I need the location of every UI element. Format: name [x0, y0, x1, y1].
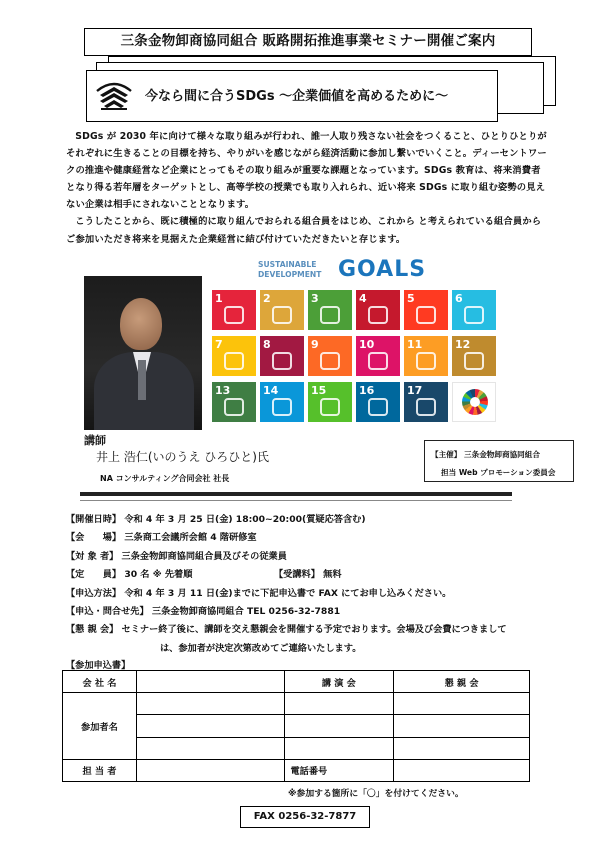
form-label-seminar: 講 演 会: [284, 671, 394, 693]
seminar-attend-field[interactable]: [284, 693, 394, 715]
lecturer-tag: 講師: [84, 434, 106, 447]
form-label-company: 会 社 名: [63, 671, 137, 693]
sdg-goal-tile: [212, 290, 256, 330]
sdg-goal-number: 12: [455, 338, 471, 351]
form-label-contact: 担 当 者: [63, 759, 137, 781]
info-key: 【懇 親 会】: [66, 624, 119, 636]
party-attend-field[interactable]: [394, 737, 530, 759]
sdg-goal-tile: [356, 336, 400, 376]
info-value: セミナー終了後に、講師を交え懇親会を開催する予定でおります。会場及び会費につきまして: [121, 624, 507, 636]
form-label-phone: 電話番号: [284, 759, 394, 781]
sdg-goal-icon: [272, 398, 292, 416]
sdgs-logo-line: DEVELOPMENT: [258, 270, 322, 279]
info-fee: 【受講料】 無料: [274, 569, 342, 581]
sdg-goal-icon: [464, 352, 484, 370]
organizer-line: 【主催】 三条金物卸商協同組合: [431, 450, 540, 459]
phone-field[interactable]: [394, 759, 530, 781]
sdg-goal-tile: [260, 336, 304, 376]
sdg-goal-number: 1: [215, 292, 223, 305]
form-label-party: 懇 親 会: [394, 671, 530, 693]
sdg-goal-number: 13: [215, 384, 231, 397]
participant-name-field[interactable]: [136, 715, 284, 737]
sdg-goal-tile: [404, 336, 448, 376]
sdg-goal-tile: [308, 336, 352, 376]
sdg-goal-icon: [368, 352, 388, 370]
sdg-goal-icon: [224, 398, 244, 416]
sdg-goal-icon: [320, 306, 340, 324]
info-row-target: [66, 548, 556, 566]
sdg-goal-number: 17: [407, 384, 423, 397]
info-value: 三条金物卸商協同組合員及びその従業員: [121, 550, 287, 562]
intro-paragraph: こうしたことから、既に積極的に取り組んでおられる組合員をはじめ、これから と考えられている組合員からご参加いただき将来を見据えた企業経営に結び付けていただきたいと存じます。: [66, 216, 542, 245]
sdg-goal-tile: [404, 290, 448, 330]
sdg-goal-tile: [212, 382, 256, 422]
organizer-line: 担当 Web プロモーション委員会: [441, 468, 556, 477]
sdg-wheel-icon: [462, 389, 488, 415]
sdg-goal-number: 2: [263, 292, 271, 305]
sdg-goal-icon: [416, 306, 436, 324]
event-info: [66, 511, 556, 658]
organizer-box: [424, 440, 574, 482]
sdg-goal-number: 9: [311, 338, 319, 351]
sdg-goal-tile: [260, 290, 304, 330]
sdg-goal-icon: [368, 398, 388, 416]
info-row-venue: [66, 529, 556, 547]
sdg-goal-icon: [464, 306, 484, 324]
subtitle-box: [86, 70, 498, 122]
info-key: 【申込方法】: [66, 587, 122, 599]
info-row-capacity: [66, 566, 556, 584]
info-value: 三条金物卸商協同組合 TEL 0256-32-7881: [151, 606, 341, 618]
info-value: 30 名 ※ 先着順: [124, 569, 193, 581]
divider: [80, 492, 512, 496]
sdg-goal-number: 14: [263, 384, 279, 397]
lecturer-photo: [84, 276, 202, 430]
sdg-goal-tile: [356, 382, 400, 422]
info-value: 三条商工会議所会館 4 階研修室: [124, 532, 257, 544]
form-heading: 【参加申込書】: [66, 660, 131, 671]
sdg-goal-number: 10: [359, 338, 375, 351]
lecturer-name: 井上 浩仁(いのうえ ひろひと)氏: [96, 450, 269, 464]
sdg-goal-icon: [368, 306, 388, 324]
form-label-participants: 参加者名: [63, 693, 137, 760]
seminar-attend-field[interactable]: [284, 737, 394, 759]
sdg-goal-icon: [224, 352, 244, 370]
sdg-goal-tile: [452, 290, 496, 330]
sdg-goal-tile: [308, 290, 352, 330]
sdg-goal-tile: [404, 382, 448, 422]
sdg-goal-tile: [308, 382, 352, 422]
participant-name-field[interactable]: [136, 693, 284, 715]
page-title: 三条金物卸商協同組合 販路開拓推進事業セミナー開催ご案内: [84, 28, 532, 56]
sdg-goal-number: 3: [311, 292, 319, 305]
info-value: 令和 4 年 3 月 11 日(金)までに下記申込書で FAX にてお申し込みください。: [124, 587, 452, 599]
sdg-goal-tile: [260, 382, 304, 422]
sdg-goal-icon: [224, 306, 244, 324]
info-value: 令和 4 年 3 月 25 日(金) 18:00~20:00(質疑応答含む): [124, 514, 366, 525]
sdgs-logo: [258, 258, 458, 284]
sdg-wheel-tile: [452, 382, 496, 422]
sdg-goal-tile: [212, 336, 256, 376]
sdg-goal-tile: [356, 290, 400, 330]
party-attend-field[interactable]: [394, 715, 530, 737]
info-row-date: [66, 511, 556, 529]
sdg-goal-icon: [320, 398, 340, 416]
contact-person-field[interactable]: [136, 759, 284, 781]
info-row-party: [66, 621, 556, 639]
sdg-goal-number: 15: [311, 384, 327, 397]
participant-name-field[interactable]: [136, 737, 284, 759]
lecturer-org: NA コンサルティング合同会社 社長: [100, 474, 230, 483]
sdg-goal-number: 11: [407, 338, 423, 351]
sdgs-goals-graphic: [206, 254, 498, 430]
info-row-contact: [66, 603, 556, 621]
subtitle: 今なら間に合うSDGs ～企業価値を高めるために～: [145, 89, 449, 104]
info-key: 【申込・問合せ先】: [66, 606, 149, 618]
intro-text: [66, 128, 548, 248]
sdg-goal-number: 4: [359, 292, 367, 305]
fax-number: FAX 0256-32-7877: [240, 806, 370, 828]
sdg-goal-icon: [416, 398, 436, 416]
association-logo-icon: [95, 79, 133, 113]
application-form: [62, 670, 530, 782]
sdgs-logo-goals: GOALS: [338, 257, 427, 282]
info-key: 【会 場】: [66, 532, 122, 544]
party-attend-field[interactable]: [394, 693, 530, 715]
info-row-apply: [66, 585, 556, 603]
intro-paragraph: SDGs が 2030 年に向けて様々な取り組みが行われ、誰一人取り残さない社会をつくること、ひとりひとりがそれぞれに生きることの目標を持ち、やりがいを感じながら経済活動に参加し繋いでいくこと。ディーセントワークの推進や健康経営など企業にとってもその取り組みが重要な課題となっています。SDGs 教育は、将来消費者となり得る若年層をターゲットとし、高等学校の授業でも取り入れられ、近い将来 SDGs に取り組む姿勢の見えない企業は相手にされないこととなります。: [66, 131, 547, 211]
info-key: 【開催日時】: [66, 514, 122, 525]
form-note: ※参加する箇所に「〇」を付けてください。: [288, 789, 464, 799]
info-key: 【対 象 者】: [66, 550, 119, 562]
sdg-goal-tile: [452, 336, 496, 376]
info-row-party-cont: は、参加者が決定次第改めてご連絡いたします。: [160, 642, 362, 654]
seminar-attend-field[interactable]: [284, 715, 394, 737]
sdg-goal-icon: [272, 306, 292, 324]
info-key: 【定 員】: [66, 569, 122, 581]
sdg-goal-number: 16: [359, 384, 375, 397]
sdg-goal-number: 8: [263, 338, 271, 351]
company-field[interactable]: [136, 671, 284, 693]
sdgs-logo-line: SUSTAINABLE: [258, 260, 317, 269]
sdg-goal-number: 5: [407, 292, 415, 305]
sdg-goal-number: 6: [455, 292, 463, 305]
sdg-goal-icon: [272, 352, 292, 370]
sdg-goal-icon: [320, 352, 340, 370]
divider-thin: [80, 500, 512, 501]
sdg-goal-number: 7: [215, 338, 223, 351]
sdg-goal-icon: [416, 352, 436, 370]
